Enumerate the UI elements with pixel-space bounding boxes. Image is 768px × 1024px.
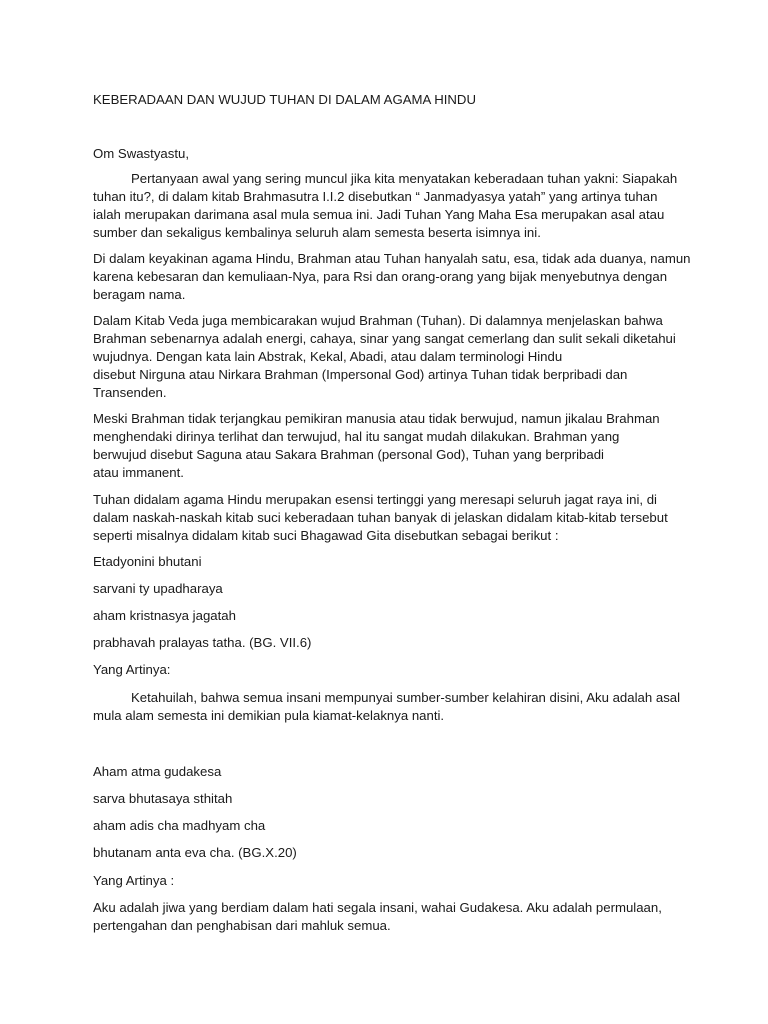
paragraph-1-line-1: Pertanyaan awal yang sering muncul jika kita menyatakan keberadaan tuhan yakni: Siapakah [131,171,678,186]
verse-2-line-2: sarva bhutasaya sthitah [93,791,233,806]
paragraph-1-line-3: ialah merupakan darimana asal mula semua ini. Jadi Tuhan Yang Maha Esa merupakan asal atau [93,207,665,222]
verse-2-line-4: bhutanam anta eva cha. (BG.X.20) [93,845,297,860]
meaning-2-line-2: pertengahan dan penghabisan dari mahluk semua. [93,918,391,933]
paragraph-4-line-2: menghendaki dirinya terlihat dan terwujud, hal itu sangat mudah dilakukan. Brahman yang [93,429,620,444]
meaning-label-2: Yang Artinya : [93,873,175,888]
verse-2-line-3: aham adis cha madhyam cha [93,818,266,833]
paragraph-2-line-3: beragam nama. [93,287,186,302]
verse-1-line-2: sarvani ty upadharaya [93,581,223,596]
paragraph-4-line-1: Meski Brahman tidak terjangkau pemikiran manusia atau tidak berwujud, namun jikalau Brahman [93,411,660,426]
paragraph-2-line-1: Di dalam keyakinan agama Hindu, Brahman atau Tuhan hanyalah satu, esa, tidak ada duanya, namun [93,251,691,266]
paragraph-5-line-1: Tuhan didalam agama Hindu merupakan esensi tertinggi yang meresapi seluruh jagat raya ini, di [93,492,657,507]
paragraph-1-line-4: sumber dan sekaligus kembalinya seluruh alam semesta beserta isimnya ini. [93,225,541,240]
meaning-1-line-2: mula alam semesta ini demikian pula kiamat-kelaknya nanti. [93,708,445,723]
meaning-2-line-1: Aku adalah jiwa yang berdiam dalam hati segala insani, wahai Gudakesa. Aku adalah permulaan, [93,900,662,915]
paragraph-3-line-5: Transenden. [93,385,167,400]
paragraph-5-line-3: seperti misalnya didalam kitab suci Bhagawad Gita disebutkan sebagai berikut : [93,528,559,543]
paragraph-4-line-4: atau immanent. [93,465,184,480]
meaning-label-1: Yang Artinya: [93,662,171,677]
paragraph-3-line-1: Dalam Kitab Veda juga membicarakan wujud Brahman (Tuhan). Di dalamnya menjelaskan bahwa [93,313,663,328]
paragraph-1-line-2: tuhan itu?, di dalam kitab Brahmasutra I.I.2 disebutkan “ Janmadyasya yatah” yang artinya tuhan [93,189,658,204]
verse-2-line-1: Aham atma gudakesa [93,764,222,779]
document-title: KEBERADAAN DAN WUJUD TUHAN DI DALAM AGAMA HINDU [93,92,476,107]
paragraph-3-line-3: wujudnya. Dengan kata lain Abstrak, Kekal, Abadi, atau dalam terminologi Hindu [93,349,563,364]
verse-1-line-3: aham kristnasya jagatah [93,608,236,623]
verse-1-line-1: Etadyonini bhutani [93,554,202,569]
paragraph-3-line-4: disebut Nirguna atau Nirkara Brahman (Impersonal God) artinya Tuhan tidak berpribadi dan [93,367,628,382]
paragraph-5-line-2: dalam naskah-naskah kitab suci keberadaan tuhan banyak di jelaskan didalam kitab-kitab tersebut [93,510,668,525]
paragraph-2-line-2: karena kebesaran dan kemuliaan-Nya, para Rsi dan orang-orang yang bijak menyebutnya dengan [93,269,668,284]
meaning-1-line-1: Ketahuilah, bahwa semua insani mempunyai sumber-sumber kelahiran disini, Aku adalah asal [131,690,681,705]
paragraph-4-line-3: berwujud disebut Saguna atau Sakara Brahman (personal God), Tuhan yang berpribadi [93,447,604,462]
verse-1-line-4: prabhavah pralayas tatha. (BG. VII.6) [93,635,312,650]
greeting: Om Swastyastu, [93,146,190,161]
paragraph-3-line-2: Brahman sebenarnya adalah energi, cahaya, sinar yang sangat cemerlang dan sulit sekali diketahui [93,331,676,346]
